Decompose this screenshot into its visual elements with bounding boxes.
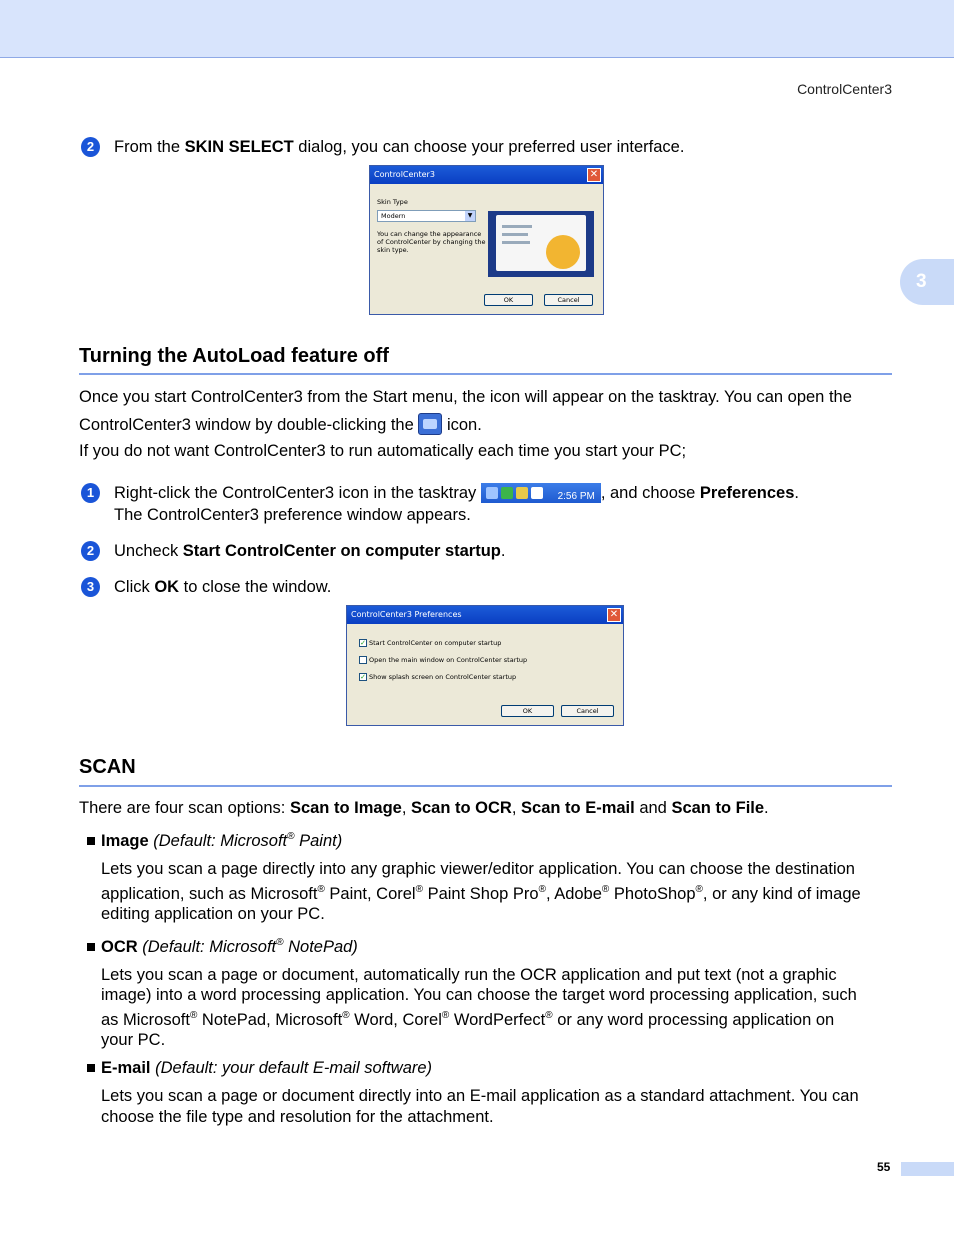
ocr-desc-line1: Lets you scan a page or document, automatically run the OCR application and put text (not a graphic xyxy=(101,966,837,984)
bullet-icon xyxy=(87,943,95,951)
header-band xyxy=(0,0,954,58)
bullet-title-ocr: OCR (Default: Microsoft® NotePad) xyxy=(101,937,358,956)
image-desc-line3: editing application on your PC. xyxy=(101,905,325,923)
option-label: Open the main window on ControlCenter startup xyxy=(369,656,528,664)
speaker-icon xyxy=(516,487,528,499)
preview-line-icon xyxy=(502,225,532,228)
section-heading-autoload: Turning the AutoLoad feature off xyxy=(79,345,389,367)
media-icon xyxy=(531,487,543,499)
ocr-desc-line2: image) into a word processing application. You can choose the target word processing application, such xyxy=(101,986,857,1004)
heading-rule xyxy=(79,785,892,787)
step-badge: 2 xyxy=(81,541,100,561)
autoload-para2: If you do not want ControlCenter3 to run automatically each time you start your PC; xyxy=(79,442,687,460)
option-label: Start ControlCenter on computer startup xyxy=(369,639,502,647)
checkbox-start-on-startup[interactable]: ✓ xyxy=(360,639,366,647)
chapter-tab: 3 xyxy=(900,259,954,305)
heading-rule xyxy=(79,373,892,375)
ocr-desc-line3: as Microsoft® NotePad, Microsoft® Word, Corel® WordPerfect® or any word processing application on xyxy=(101,1010,835,1029)
step-text-line2: The ControlCenter3 preference window appears. xyxy=(114,506,471,524)
ocr-desc-line4: your PC. xyxy=(101,1031,166,1049)
skin-select-dialog xyxy=(369,165,604,315)
preview-panel xyxy=(496,215,586,271)
email-desc-line2: choose the file type and resolution for the attachment. xyxy=(101,1108,494,1126)
cancel-button[interactable]: Cancel xyxy=(561,705,614,717)
section-heading-scan: SCAN xyxy=(79,756,136,778)
dialog-title: ControlCenter3 Preferences xyxy=(351,610,462,619)
step-badge: 2 xyxy=(81,137,100,157)
bullet-title-email: E-mail (Default: your default E-mail software) xyxy=(101,1059,433,1077)
step-text: Uncheck Start ControlCenter on computer startup. xyxy=(114,542,506,560)
autoload-para-line1: Once you start ControlCenter3 from the Start menu, the icon will appear on the tasktray. You can open the xyxy=(79,388,852,406)
close-icon[interactable]: ✕ xyxy=(587,168,601,182)
skin-description: You can change the appearance of ControlCenter by changing the skin type. xyxy=(377,230,486,254)
tasktray-image: 2:56 PM xyxy=(481,483,601,503)
bullet-title-image: Image (Default: Microsoft® Paint) xyxy=(101,831,343,850)
step-text: Click OK to close the window. xyxy=(114,578,332,596)
email-desc-line1: Lets you scan a page or document directly into an E-mail application as a standard attachment. You can xyxy=(101,1087,859,1105)
image-desc-line2: application, such as Microsoft® Paint, Corel® Paint Shop Pro®, Adobe® PhotoShop®, or any kind of image xyxy=(101,884,861,903)
network-icon xyxy=(501,487,513,499)
skin-type-label: Skin Type xyxy=(377,198,408,206)
autoload-para-line2: ControlCenter3 window by double-clicking the icon. xyxy=(79,413,482,436)
cancel-button[interactable]: Cancel xyxy=(544,294,593,306)
running-title: ControlCenter3 xyxy=(797,81,892,97)
checkbox-open-main-window[interactable] xyxy=(359,656,367,664)
chevron-down-icon: ▼ xyxy=(465,211,475,221)
step-text: Right-click the ControlCenter3 icon in the tasktray 2:56 PM , and choose Preferences. xyxy=(114,484,799,502)
checkbox-show-splash[interactable]: ✓ xyxy=(360,673,366,681)
controlcenter-tray-icon xyxy=(418,413,442,435)
skin-type-select[interactable]: Modern ▼ xyxy=(377,210,476,222)
ok-button[interactable]: OK xyxy=(484,294,533,306)
page-number: 55 xyxy=(877,1160,891,1174)
step-badge: 1 xyxy=(81,483,100,503)
image-desc-line1: Lets you scan a page directly into any graphic viewer/editor application. You can choose the destination xyxy=(101,860,855,878)
step-badge: 3 xyxy=(81,577,100,597)
preview-line-icon xyxy=(502,233,528,236)
scan-intro: There are four scan options: Scan to Image, Scan to OCR, Scan to E-mail and Scan to File. xyxy=(79,799,769,817)
ok-button[interactable]: OK xyxy=(501,705,554,717)
bullet-icon xyxy=(87,1064,95,1072)
close-icon[interactable]: ✕ xyxy=(607,608,621,622)
option-label: Show splash screen on ControlCenter startup xyxy=(369,673,517,681)
step-text: From the SKIN SELECT dialog, you can choose your preferred user interface. xyxy=(114,138,685,156)
bullet-icon xyxy=(87,837,95,845)
footer-tab xyxy=(901,1162,954,1176)
dialog-title-bar xyxy=(370,166,603,184)
skin-preview-image xyxy=(488,211,594,277)
preferences-dialog xyxy=(346,605,624,726)
cc-tray-icon xyxy=(486,487,498,499)
preview-line-icon xyxy=(502,241,530,244)
dialog-title: ControlCenter3 xyxy=(374,170,435,179)
dialog-title-bar xyxy=(347,606,623,624)
preview-orb-icon xyxy=(546,235,580,269)
